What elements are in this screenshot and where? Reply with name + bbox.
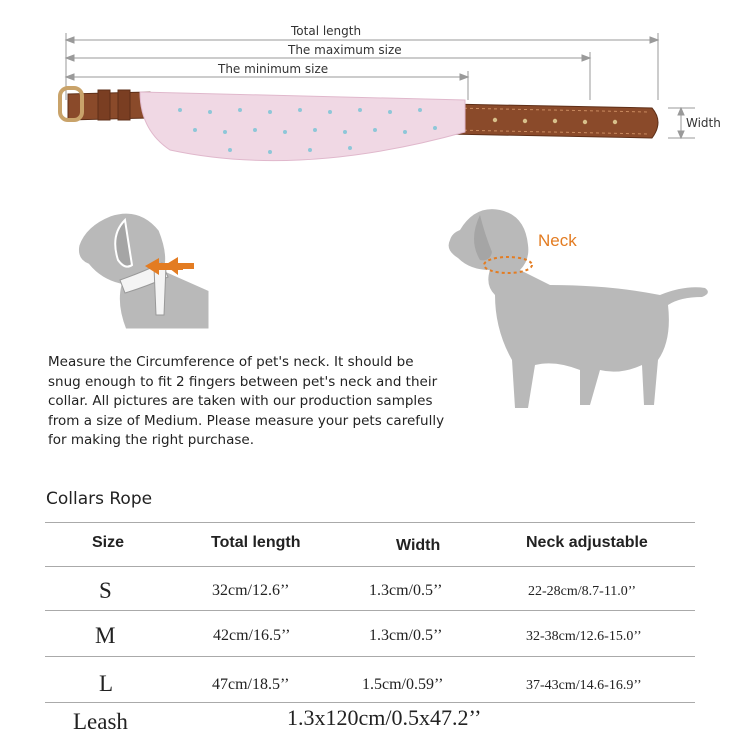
row-size: L (99, 671, 114, 696)
row-neck-adjustable: 22-28cm/8.7-11.0’’ (528, 584, 637, 599)
row-size: S (99, 578, 112, 603)
row-width: 1.3cm/0.5’’ (369, 627, 443, 644)
measure-line: collar. All pictures are taken with our production samples (48, 393, 433, 409)
table-divider (45, 702, 695, 703)
arrow-icon (145, 258, 185, 278)
measure-line: for making the right purchase. (48, 432, 254, 448)
table-divider (45, 522, 695, 523)
row-size: M (95, 623, 116, 648)
header-neck-adjustable: Neck adjustable (526, 534, 648, 551)
leash-label: Leash (73, 709, 128, 734)
table-title: Collars Rope (46, 489, 153, 509)
table-divider (45, 566, 695, 567)
measure-line: snug enough to fit 2 fingers between pet's neck and their (48, 373, 438, 390)
row-total-length: 47cm/18.5’’ (212, 676, 290, 693)
row-neck-adjustable: 37-43cm/14.6-16.9’’ (526, 678, 642, 693)
measure-instructions (48, 353, 488, 451)
leash-value: 1.3x120cm/0.5x47.2’’ (287, 705, 482, 730)
neck-label: Neck (538, 231, 577, 250)
collar-diagram (0, 0, 750, 200)
total-length-label: Total length (288, 24, 364, 38)
row-width: 1.3cm/0.5’’ (369, 582, 443, 599)
row-width: 1.5cm/0.59’’ (362, 676, 444, 693)
max-size-label: The maximum size (285, 43, 405, 57)
header-total-length: Total length (211, 534, 301, 551)
header-width: Width (396, 537, 441, 554)
measure-line: Measure the Circumference of pet's neck. It should be (48, 354, 414, 370)
measure-line: from a size of Medium. Please measure your pets carefully (48, 412, 445, 429)
row-neck-adjustable: 32-38cm/12.6-15.0’’ (526, 629, 642, 644)
row-total-length: 42cm/16.5’’ (213, 627, 291, 644)
header-size: Size (92, 534, 125, 551)
row-total-length: 32cm/12.6’’ (212, 582, 290, 599)
min-size-label: The minimum size (215, 62, 331, 76)
table-divider (45, 656, 695, 657)
table-divider (45, 610, 695, 611)
width-label: Width (683, 116, 724, 130)
